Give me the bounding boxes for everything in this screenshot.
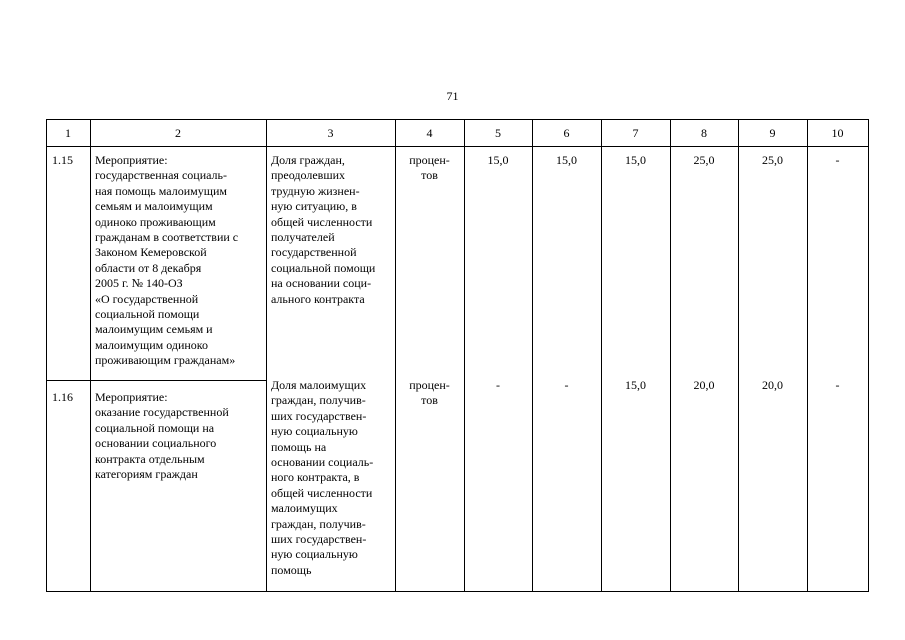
header-col-2: 2 (175, 126, 181, 140)
col-border-5 (532, 119, 533, 592)
row-2-col5: - (496, 378, 500, 392)
row-1-col8: 25,0 (693, 153, 715, 167)
row-2-col10: - (835, 378, 840, 392)
header-col-8: 8 (701, 126, 707, 140)
row-2-indicator: Доля малоимущих граждан, получив- ших государствен- ную социальную помощь на основании социаль- ного контракта, в общей численности малоимущих граждан, получив- ших государствен- ную социальную помощь (271, 378, 374, 577)
row-1-activity: Мероприятие: государственная социаль- ная помощь малоимущим семьям и малоимущим одиноко проживающим гражданам в соответствии с Законом Кемеровской области от 8 декабря 2005 г. № 140-ОЗ «О государственной социальной помощи малоимущим семьям и малоимущим одиноко проживающим гражданам» (95, 153, 239, 368)
row-1-unit: процен- тов (409, 153, 450, 183)
header-col-10: 10 (831, 126, 844, 140)
col-border-0 (46, 119, 47, 592)
row-1-indicator: Доля граждан, преодолевших трудную жизнен- ную ситуацию, в общей численности получателей государственной социальной помощи на основании соци- ального контракта (271, 153, 376, 306)
header-col-4: 4 (426, 126, 433, 140)
row-1-col9: 25,0 (762, 153, 783, 167)
header-col-1: 1 (65, 126, 71, 140)
col-border-4 (464, 119, 465, 592)
col-border-8 (738, 119, 739, 592)
table-border-top (46, 119, 868, 120)
page-number: 71 (446, 89, 459, 103)
row-2-col7: 15,0 (625, 378, 646, 392)
col-border-2 (266, 119, 267, 592)
header-col-6: 6 (563, 126, 570, 140)
row-1-col5: 15,0 (487, 153, 509, 167)
header-row-border (46, 146, 868, 147)
row-1-number: 1.15 (52, 153, 73, 167)
header-col-5: 5 (495, 126, 501, 140)
row-2-activity: Мероприятие: оказание государственной социальной помощи на основании социального контракта отдельным категориям граждан (95, 390, 229, 482)
col-border-1 (90, 119, 91, 592)
row-1-col6: 15,0 (556, 153, 577, 167)
col-border-7 (670, 119, 671, 592)
table-border-bottom (46, 591, 868, 592)
col-border-10 (868, 119, 869, 592)
col-border-9 (807, 119, 808, 592)
header-col-3: 3 (327, 126, 334, 140)
col-border-3 (395, 119, 396, 592)
row-2-col8: 20,0 (693, 378, 715, 392)
row-2-col6: - (564, 378, 569, 392)
header-col-9: 9 (769, 126, 776, 140)
header-col-7: 7 (632, 126, 639, 140)
row-2-unit: процен- тов (409, 378, 450, 408)
row-2-number: 1.16 (52, 390, 73, 404)
row-1-col7: 15,0 (625, 153, 646, 167)
row-1-col10: - (835, 153, 840, 167)
col-border-6 (601, 119, 602, 592)
row-divider-activity (46, 380, 266, 381)
row-2-col9: 20,0 (762, 378, 783, 392)
